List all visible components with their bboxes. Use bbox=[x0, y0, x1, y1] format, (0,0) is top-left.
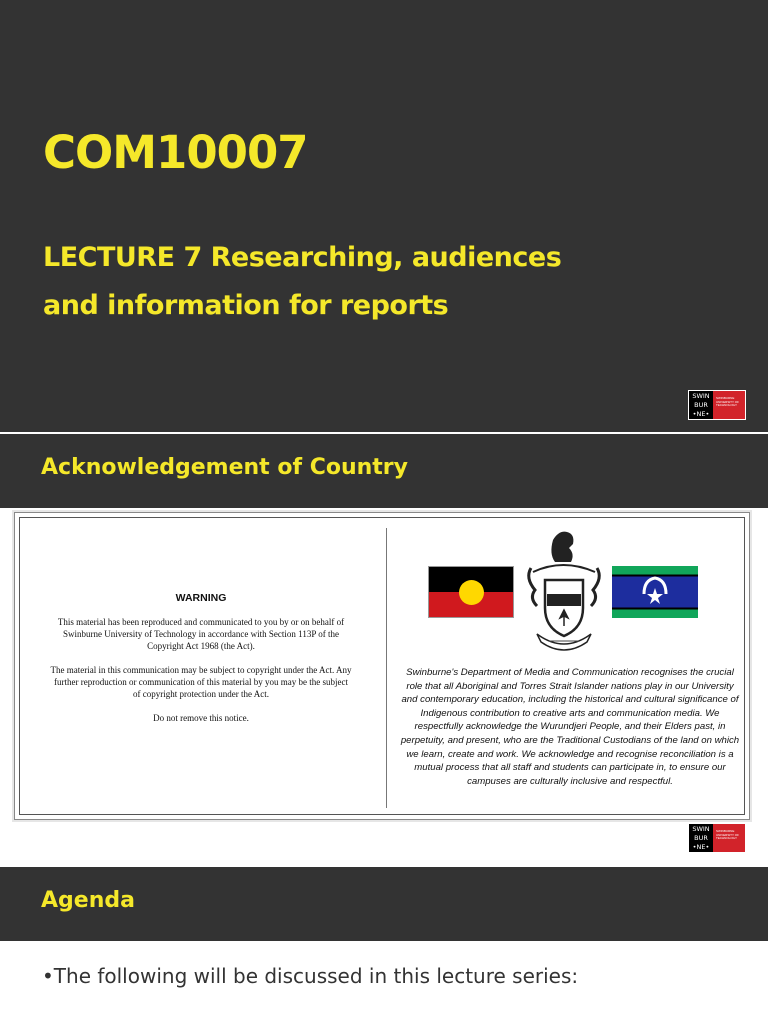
logo-subtext: SWINBURNE UNIVERSITY OF TECHNOLOGY bbox=[713, 391, 745, 419]
warning-paragraph-2: The material in this communication may be subject to copyright under the Act. Any further reproduction or communication of this material by you may be the subject of copyright protection under the Act. bbox=[50, 665, 352, 699]
logo-line-3: •NE• bbox=[692, 842, 710, 851]
swinburne-logo bbox=[688, 390, 746, 420]
acknowledgement-header bbox=[0, 434, 768, 508]
warning-heading: WARNING bbox=[175, 592, 227, 604]
aboriginal-flag-icon bbox=[428, 566, 514, 618]
university-crest-icon bbox=[523, 528, 605, 652]
acknowledgement-image bbox=[14, 512, 750, 820]
agenda-header bbox=[0, 867, 768, 941]
torres-strait-islander-flag-icon bbox=[612, 566, 698, 618]
lecture-title: LECTURE 7 Researching, audiences and information for reports bbox=[43, 242, 562, 321]
logo-line-1: SWIN bbox=[692, 824, 710, 833]
logo-line-2: BUR bbox=[694, 400, 708, 409]
course-code: COM10007 bbox=[43, 126, 308, 179]
divider bbox=[386, 528, 387, 808]
logo-subtext: SWINBURNE UNIVERSITY OF TECHNOLOGY bbox=[713, 824, 745, 852]
agenda-title: Agenda bbox=[41, 888, 135, 913]
warning-paragraph-3: Do not remove this notice. bbox=[153, 713, 249, 723]
swinburne-logo-2 bbox=[688, 823, 746, 853]
logo-line-1: SWIN bbox=[692, 391, 710, 400]
warning-paragraph-1: This material has been reproduced and communicated to you by or on behalf of Swinburne University of Technology in accordance with Section 113P of the Copyright Act 1968 (the Act). bbox=[57, 617, 345, 651]
acknowledgement-title: Acknowledgement of Country bbox=[41, 455, 408, 480]
logo-line-3: •NE• bbox=[692, 409, 710, 418]
agenda-bullet: •The following will be discussed in this lecture series: bbox=[42, 964, 579, 988]
title-slide bbox=[0, 0, 768, 432]
logo-line-2: BUR bbox=[694, 833, 708, 842]
acknowledgement-text: Swinburne's Department of Media and Communication recognises the crucial role that all Aboriginal and Torres Strait Islander nations play in our University and contemporary education, including the historical and cultural significance of Indigenous contribution to creative arts and communication media. We respectfully acknowledge the Wurundjeri People, and their Elders past, in perpetuity, and present, who are the Traditional Custodians of the land on which we learn, create and work. We acknowledge and recognise reconciliation is a mutual process that all staff and students can participate in, to ensure our campuses are culturally inclusive and respectful. bbox=[400, 667, 740, 787]
